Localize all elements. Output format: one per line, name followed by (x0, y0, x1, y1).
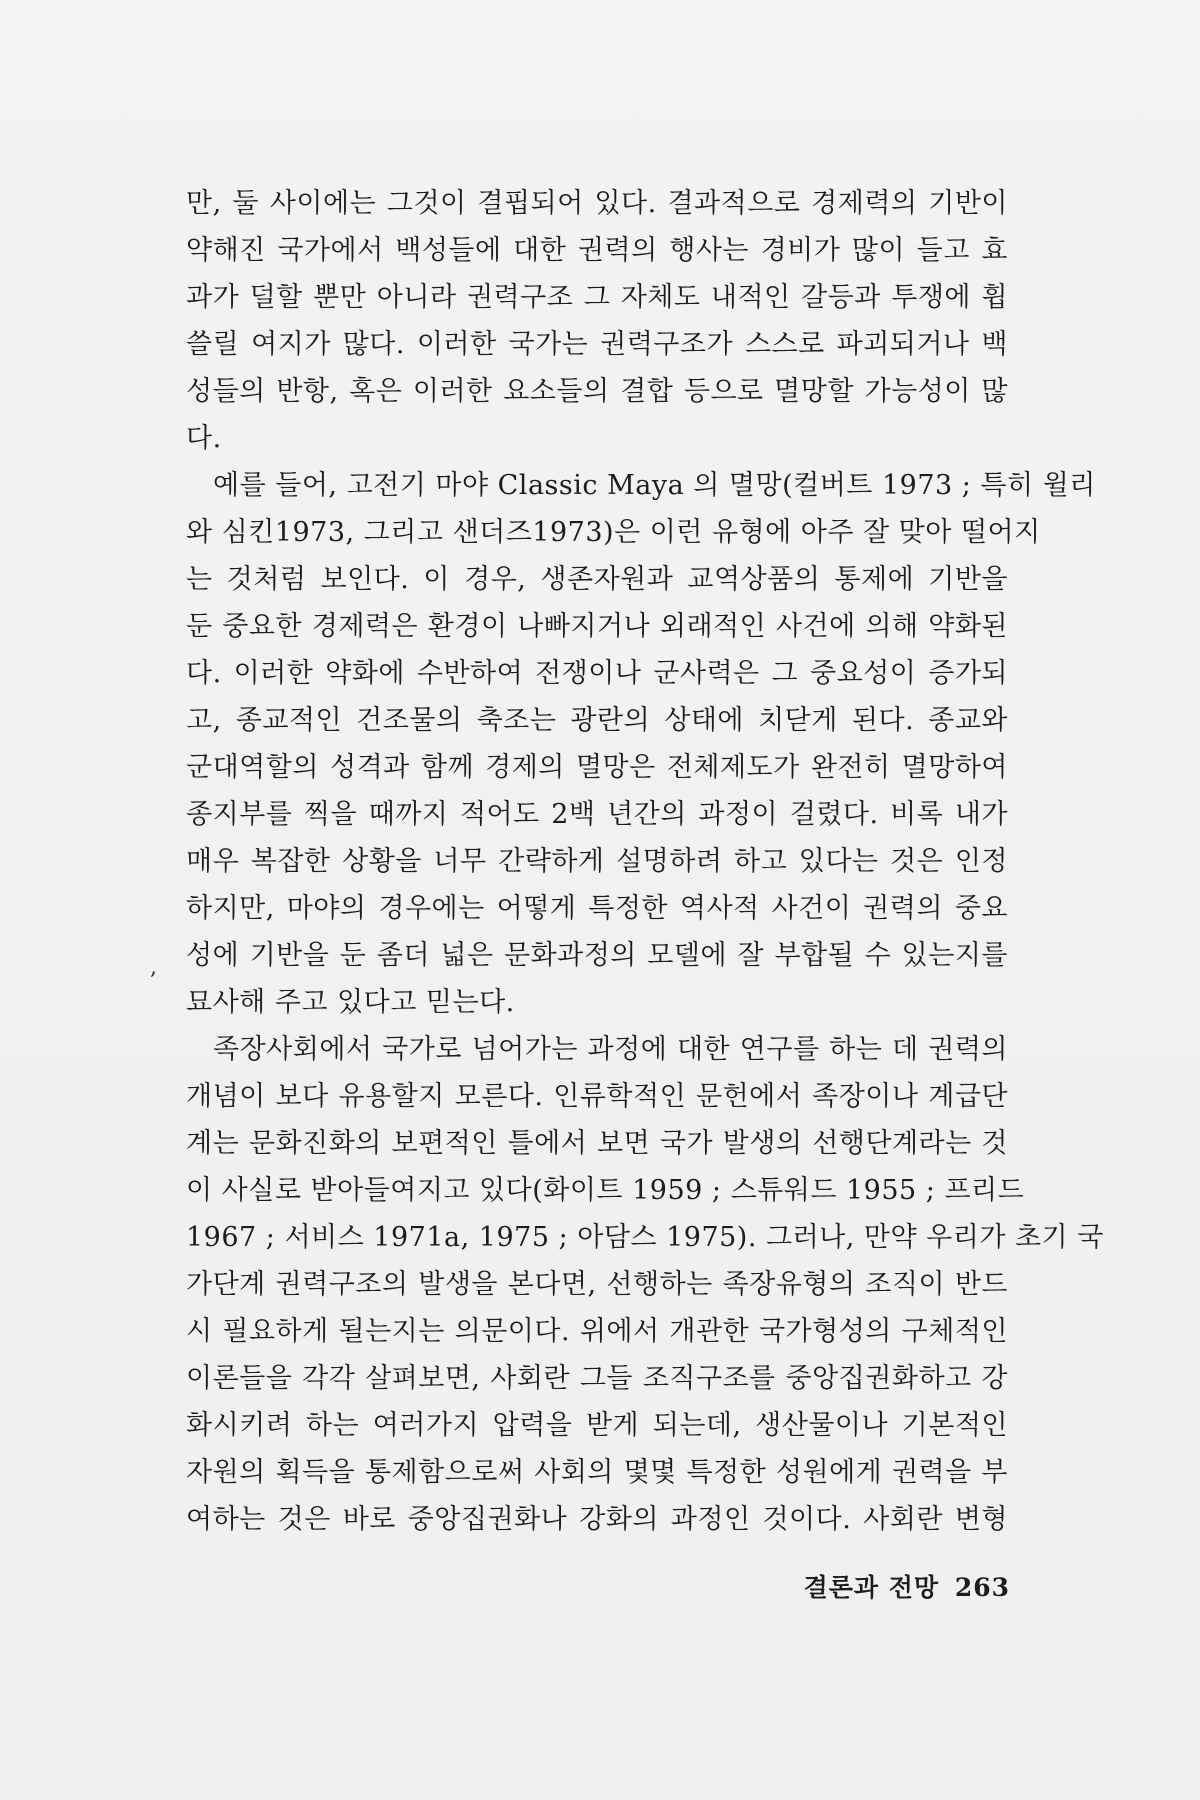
text-line: 예를 들어, 고전기 마야 Classic Maya 의 멸망(컬버트 1973 ; 특히 윌리 (213, 470, 1096, 501)
text-line: 족장사회에서 국가로 넘어가는 과정에 대한 연구를 하는 데 권력의 (213, 1034, 1008, 1065)
text-line: 쓸릴 여지가 많다. 이러한 국가는 권력구조가 스스로 파괴되거나 백 (186, 329, 1008, 360)
text-line: 성들의 반항, 혹은 이러한 요소들의 결합 등으로 멸망할 가능성이 많 (186, 376, 1008, 407)
text-line: 성에 기반을 둔 좀더 넓은 문화과정의 모델에 잘 부합될 수 있는지를 (186, 940, 1008, 971)
body-text (186, 180, 1104, 1543)
text-line: 만, 둘 사이에는 그것이 결핍되어 있다. 결과적으로 경제력의 기반이 (186, 188, 1008, 219)
text-line: 고, 종교적인 건조물의 축조는 광란의 상태에 치닫게 된다. 종교와 (186, 705, 1008, 736)
text-line: 와 심킨1973, 그리고 샌더즈1973)은 이런 유형에 아주 잘 맞아 떨어지 (186, 517, 1041, 548)
text-line: 둔 중요한 경제력은 환경이 나빠지거나 외래적인 사건에 의해 약화된 (186, 611, 1008, 642)
text-line: 과가 덜할 뿐만 아니라 권력구조 그 자체도 내적인 갈등과 투쟁에 휩 (186, 282, 1008, 313)
text-line: 매우 복잡한 상황을 너무 간략하게 설명하려 하고 있다는 것은 인정 (186, 846, 1008, 877)
page-number: 263 (954, 1573, 1010, 1602)
text-line: 이론들을 각각 살펴보면, 사회란 그들 조직구조를 중앙집권화하고 강 (186, 1363, 1008, 1394)
page-footer (790, 1568, 1010, 1604)
text-line: 는 것처럼 보인다. 이 경우, 생존자원과 교역상품의 통제에 기반을 (186, 564, 1008, 595)
text-line: 화시키려 하는 여러가지 압력을 받게 되는데, 생산물이나 기본적인 (186, 1410, 1008, 1441)
text-line: 계는 문화진화의 보편적인 틀에서 보면 국가 발생의 선행단계라는 것 (186, 1128, 1008, 1159)
text-line: 시 필요하게 될는지는 의문이다. 위에서 개관한 국가형성의 구체적인 (186, 1316, 1008, 1347)
text-line: 묘사해 주고 있다고 믿는다. (186, 987, 515, 1018)
text-line: 여하는 것은 바로 중앙집권화나 강화의 과정인 것이다. 사회란 변형 (186, 1504, 1008, 1535)
text-line: 개념이 보다 유용할지 모른다. 인류학적인 문헌에서 족장이나 계급단 (186, 1081, 1008, 1112)
text-line: 다. 이러한 약화에 수반하여 전쟁이나 군사력은 그 중요성이 증가되 (186, 658, 1008, 689)
running-title: 결론과 전망 (803, 1573, 940, 1602)
margin-mark: , (150, 955, 157, 980)
text-line: 하지만, 마야의 경우에는 어떻게 특정한 역사적 사건이 권력의 중요 (186, 893, 1008, 924)
text-line: 이 사실로 받아들여지고 있다(화이트 1959 ; 스튜워드 1955 ; 프리드 (186, 1175, 1025, 1206)
text-line: 자원의 획득을 통제함으로써 사회의 몇몇 특정한 성원에게 권력을 부 (186, 1457, 1008, 1488)
text-line: 1967 ; 서비스 1971a, 1975 ; 아담스 1975). 그러나, 만약 우리가 초기 국 (186, 1222, 1104, 1253)
text-line: 다. (186, 423, 222, 454)
text-line: 가단계 권력구조의 발생을 본다면, 선행하는 족장유형의 조직이 반드 (186, 1269, 1008, 1300)
text-line: 약해진 국가에서 백성들에 대한 권력의 행사는 경비가 많이 들고 효 (186, 235, 1008, 266)
text-line: 종지부를 찍을 때까지 적어도 2백 년간의 과정이 걸렸다. 비록 내가 (186, 799, 1008, 830)
text-line: 군대역할의 성격과 함께 경제의 멸망은 전체제도가 완전히 멸망하여 (186, 752, 1008, 783)
